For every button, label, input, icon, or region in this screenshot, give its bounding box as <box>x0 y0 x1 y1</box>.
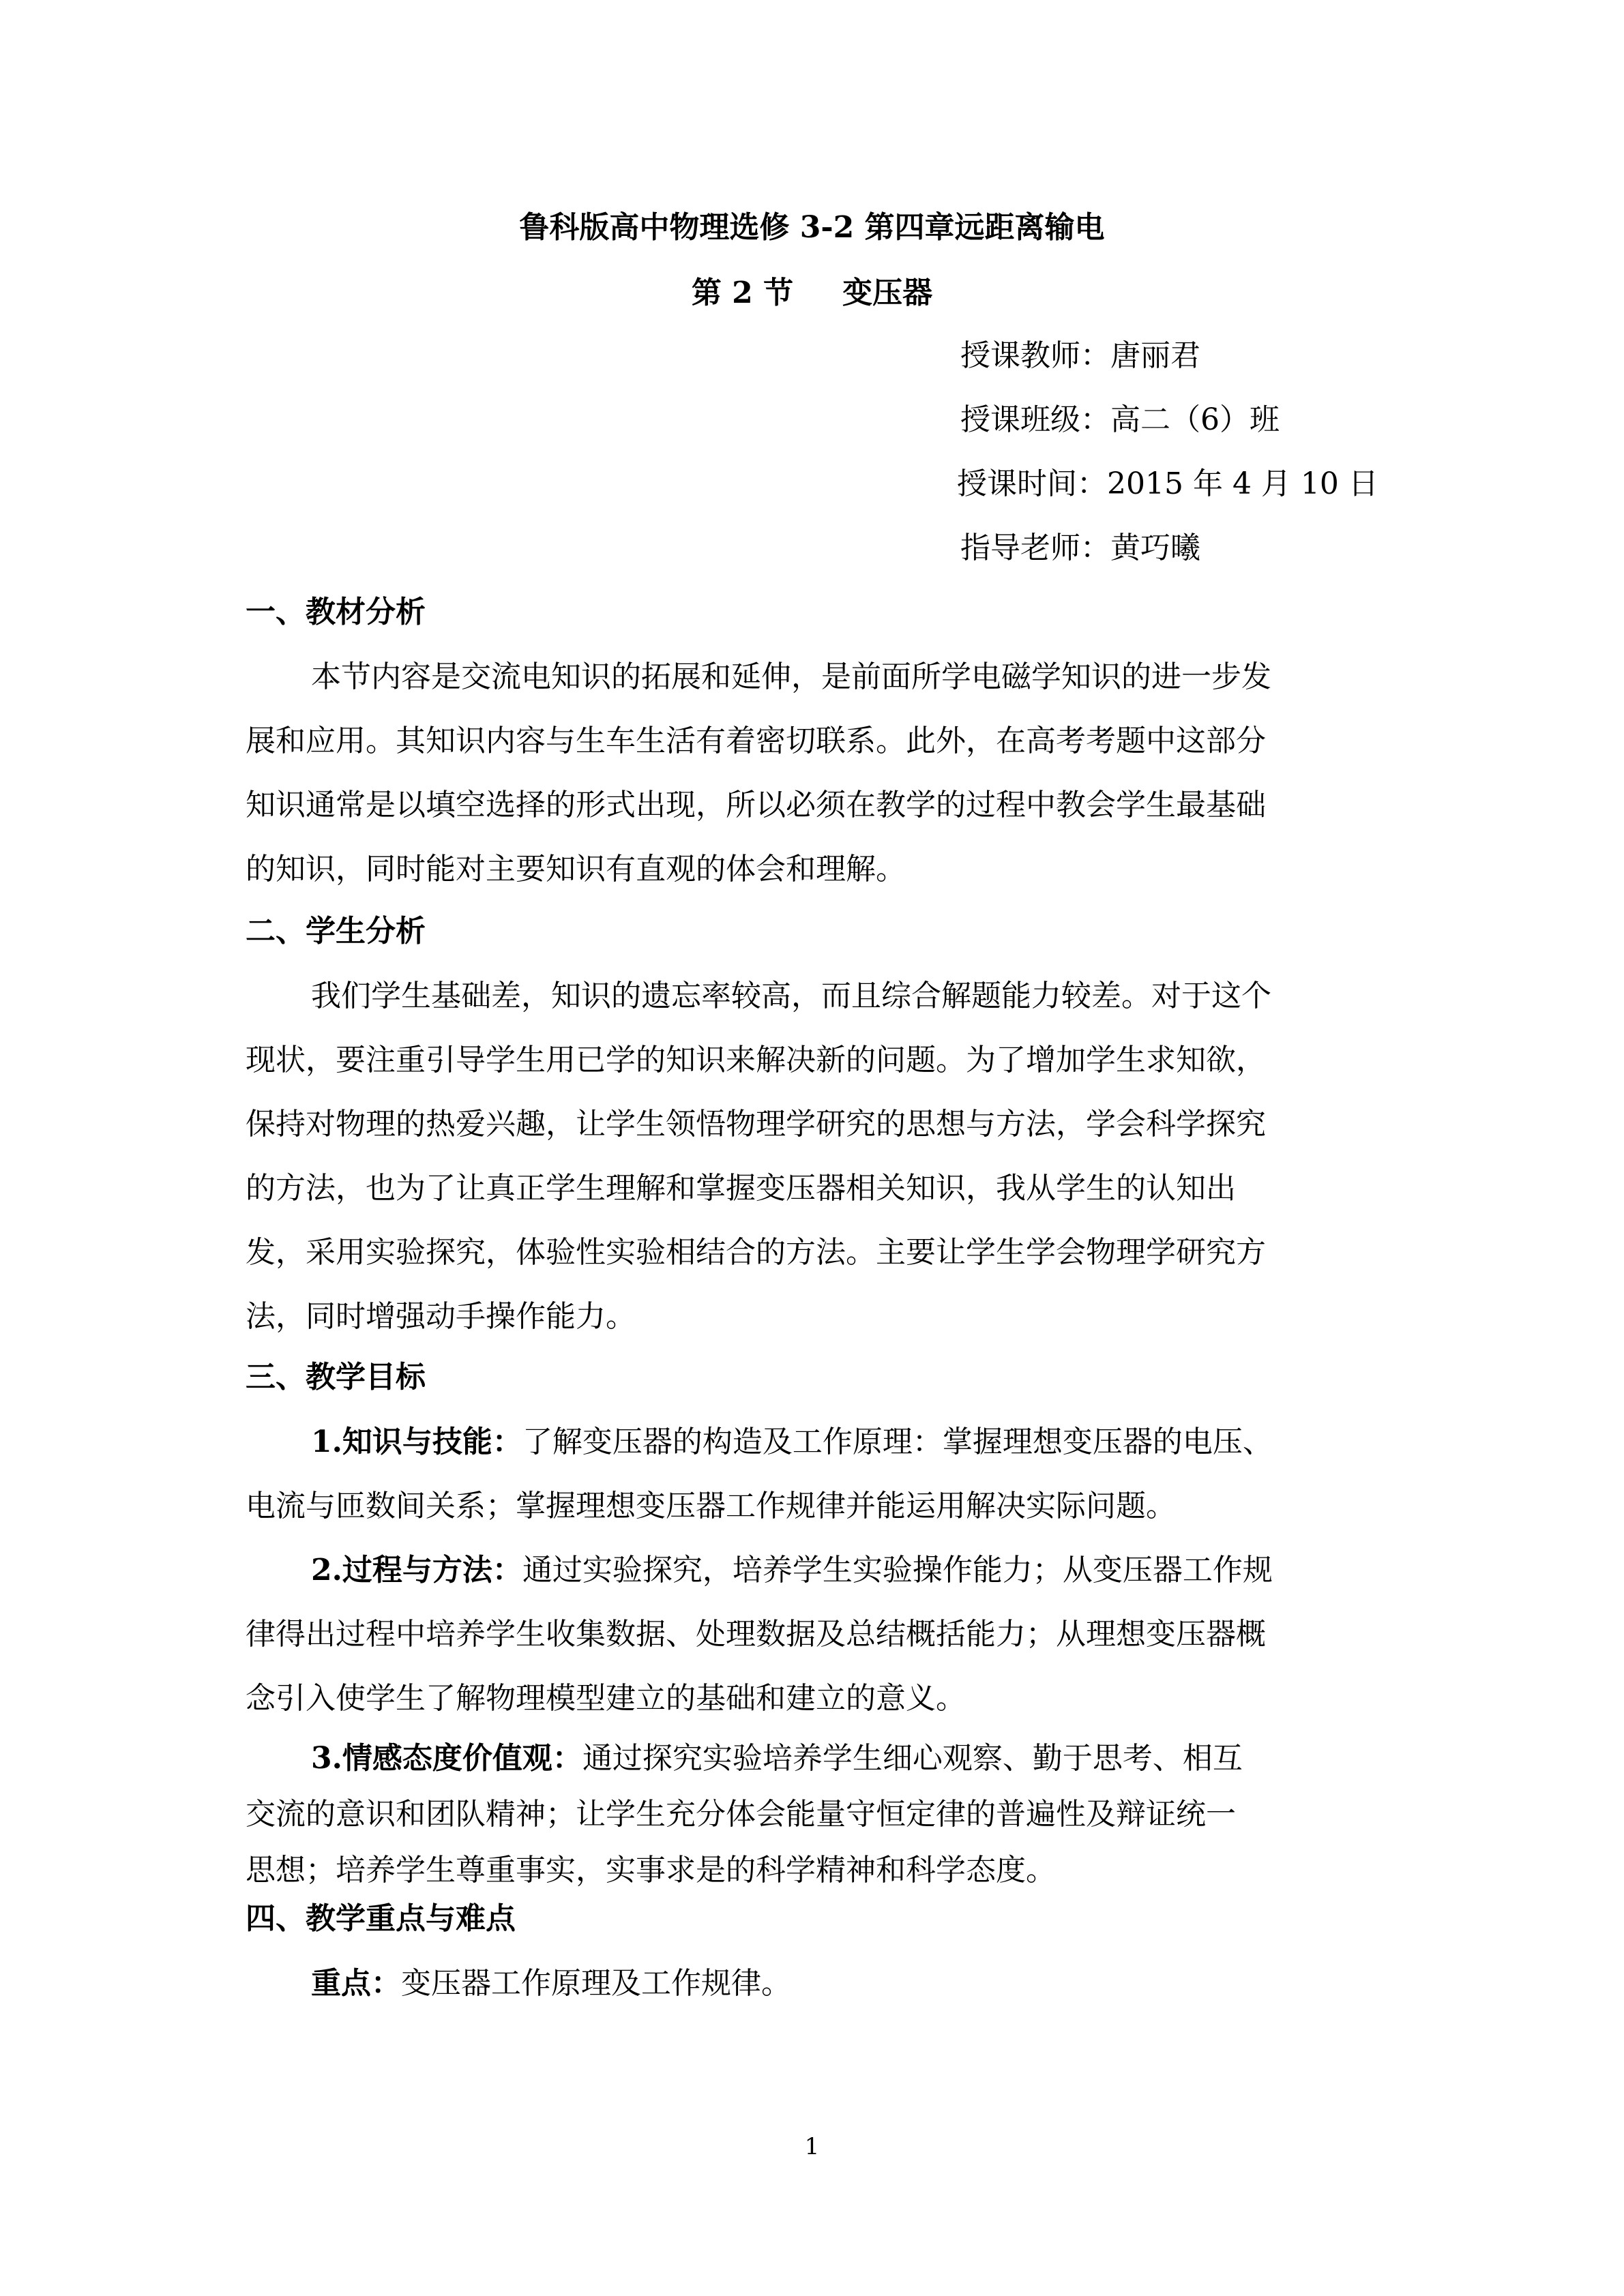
paragraph-line <box>246 1731 1364 1787</box>
section-name: 变压器 <box>842 275 933 310</box>
heading-key-points: 四、教学重点与难点 <box>246 1901 516 1936</box>
paragraph-line: 念引入使学生了解物理模型建立的基础和建立的意义。 <box>246 1681 966 1716</box>
goal-process-text: 通过实验探究，培养学生实验操作能力；从变压器工作规 <box>522 1553 1273 1587</box>
paragraph-line <box>246 1952 1364 2016</box>
paragraph-line: 展和应用。其知识内容与生车生活有着密切联系。此外，在高考考题中这部分 <box>246 724 1266 758</box>
paragraph-line: 现状，要注重引导学生用已学的知识来解决新的问题。为了增加学生求知欲， <box>246 1043 1266 1077</box>
section-number: 第 2 节 <box>691 275 794 310</box>
paragraph-line: 的方法，也为了让真正学生理解和掌握变压器相关知识，我从学生的认知出 <box>246 1171 1236 1206</box>
heading-textbook-analysis: 一、教材分析 <box>246 595 426 629</box>
paragraph-line: 保持对物理的热爱兴趣，让学生领悟物理学研究的思想与方法，学会科学探究 <box>246 1107 1266 1142</box>
focus-label: 重点： <box>311 1966 401 2001</box>
meta-advisor: 指导老师：黄巧曦 <box>960 531 1200 565</box>
goal-process-label: 2.过程与方法： <box>311 1553 522 1587</box>
focus-text: 变压器工作原理及工作规律。 <box>401 1966 791 2001</box>
paragraph-line <box>246 1538 1364 1602</box>
paragraph-textbook-analysis <box>246 645 1364 901</box>
goal-knowledge-text: 了解变压器的构造及工作原理：掌握理想变压器的电压、 <box>522 1425 1273 1459</box>
document-title: 鲁科版高中物理选修 3-2 第四章远距离输电 <box>519 210 1105 245</box>
paragraph-line: 思想；培养学生尊重事实，实事求是的科学精神和科学态度。 <box>246 1853 1056 1888</box>
paragraph-line: 交流的意识和团队精神；让学生充分体会能量守恒定律的普遍性及辩证统一 <box>246 1797 1236 1832</box>
paragraph-line: 的知识，同时能对主要知识有直观的体会和理解。 <box>246 852 906 886</box>
goal-knowledge-label: 1.知识与技能： <box>311 1425 522 1459</box>
meta-teacher: 授课教师：唐丽君 <box>960 338 1200 373</box>
paragraph-goal-emotion <box>246 1731 1364 1898</box>
heading-teaching-goals: 三、教学目标 <box>246 1360 426 1395</box>
heading-student-analysis: 二、学生分析 <box>246 914 426 949</box>
paragraph-goal-knowledge <box>246 1410 1364 1538</box>
meta-time: 授课时间：2015 年 4 月 10 日 <box>957 466 1378 501</box>
paragraph-line: 知识通常是以填空选择的形式出现，所以必须在教学的过程中教会学生最基础 <box>246 788 1266 822</box>
paragraph-line: 律得出过程中培养学生收集数据、处理数据及总结概括能力；从理想变压器概 <box>246 1617 1266 1652</box>
paragraph-line <box>246 1410 1364 1474</box>
paragraph-line: 发，采用实验探究，体验性实验相结合的方法。主要让学生学会物理学研究方 <box>246 1235 1266 1270</box>
paragraph-goal-process <box>246 1538 1364 1731</box>
paragraph-line: 法，同时增强动手操作能力。 <box>246 1299 636 1334</box>
paragraph-student-analysis <box>246 964 1364 1349</box>
section-title <box>0 273 1624 314</box>
paragraph-line: 我们学生基础差，知识的遗忘率较高，而且综合解题能力较差。对于这个 <box>311 979 1271 1013</box>
page-number: 1 <box>804 2133 820 2160</box>
paragraph-line: 电流与匝数间关系；掌握理想变压器工作规律并能运用解决实际问题。 <box>246 1489 1176 1523</box>
goal-emotion-text: 通过探究实验培养学生细心观察、勤于思考、相互 <box>582 1741 1243 1776</box>
paragraph-key-points <box>246 1952 1364 2016</box>
goal-emotion-label: 3.情感态度价值观： <box>311 1741 582 1776</box>
paragraph-line: 本节内容是交流电知识的拓展和延伸，是前面所学电磁学知识的进一步发 <box>311 659 1271 694</box>
meta-class: 授课班级：高二（6）班 <box>960 402 1280 437</box>
